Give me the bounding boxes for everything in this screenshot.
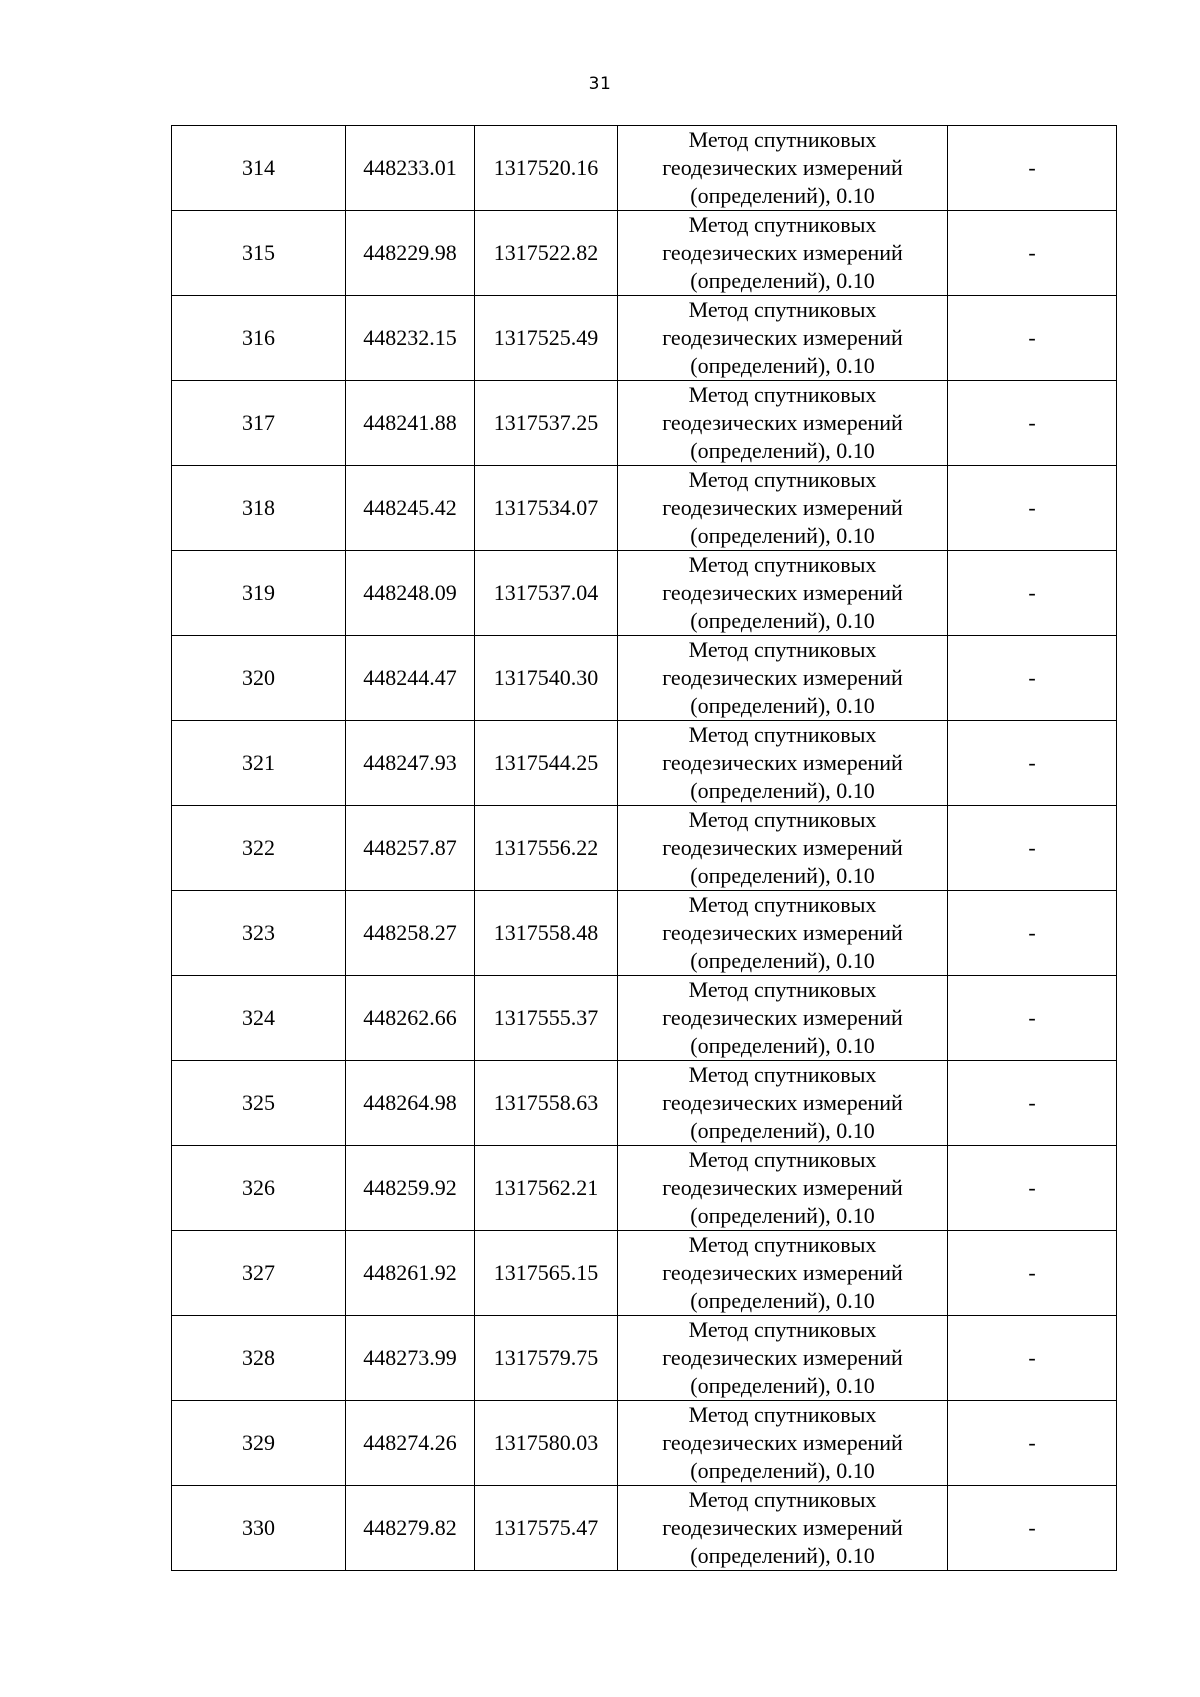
method-line: геодезических измерений [662,325,903,350]
note-cell: - [948,211,1117,296]
method-line: геодезических измерений [662,1430,903,1455]
x-coordinate-cell: 448248.09 [346,551,475,636]
method-line: (определений), 0.10 [690,353,875,378]
method-cell [618,1401,948,1486]
y-coordinate-cell: 1317558.63 [475,1061,618,1146]
method-cell [618,466,948,551]
table-row [172,296,1117,381]
method-cell [618,891,948,976]
x-coordinate-cell: 448262.66 [346,976,475,1061]
method-cell [618,211,948,296]
method-line: Метод спутниковых [688,212,877,237]
y-coordinate-cell: 1317556.22 [475,806,618,891]
table-row [172,1401,1117,1486]
method-line: геодезических измерений [662,155,903,180]
method-line: Метод спутниковых [688,722,877,747]
note-cell: - [948,1486,1117,1571]
x-coordinate-cell: 448247.93 [346,721,475,806]
x-coordinate-cell: 448258.27 [346,891,475,976]
coordinates-table [171,125,1117,1571]
point-number-cell: 314 [172,126,346,211]
table-row [172,891,1117,976]
method-line: (определений), 0.10 [690,523,875,548]
method-line: Метод спутниковых [688,637,877,662]
table-row [172,211,1117,296]
y-coordinate-cell: 1317534.07 [475,466,618,551]
method-line: геодезических измерений [662,495,903,520]
point-number-cell: 320 [172,636,346,721]
note-cell: - [948,636,1117,721]
method-cell [618,1061,948,1146]
method-line: геодезических измерений [662,580,903,605]
coordinates-table-body [172,126,1117,1571]
method-line: (определений), 0.10 [690,608,875,633]
point-number-cell: 322 [172,806,346,891]
method-line: Метод спутниковых [688,1487,877,1512]
note-cell: - [948,296,1117,381]
x-coordinate-cell: 448245.42 [346,466,475,551]
page-number: 31 [588,74,612,94]
table-row [172,976,1117,1061]
method-cell [618,1231,948,1316]
note-cell: - [948,126,1117,211]
method-line: геодезических измерений [662,665,903,690]
point-number-cell: 330 [172,1486,346,1571]
method-line: (определений), 0.10 [690,1543,875,1568]
method-line: геодезических измерений [662,920,903,945]
y-coordinate-cell: 1317525.49 [475,296,618,381]
method-cell [618,381,948,466]
table-row [172,1486,1117,1571]
method-line: (определений), 0.10 [690,778,875,803]
x-coordinate-cell: 448233.01 [346,126,475,211]
table-row [172,636,1117,721]
method-line: Метод спутниковых [688,1147,877,1172]
method-cell [618,721,948,806]
method-line: геодезических измерений [662,750,903,775]
method-line: Метод спутниковых [688,552,877,577]
method-line: Метод спутниковых [688,127,877,152]
x-coordinate-cell: 448259.92 [346,1146,475,1231]
note-cell: - [948,1316,1117,1401]
y-coordinate-cell: 1317537.04 [475,551,618,636]
x-coordinate-cell: 448229.98 [346,211,475,296]
y-coordinate-cell: 1317540.30 [475,636,618,721]
point-number-cell: 319 [172,551,346,636]
x-coordinate-cell: 448244.47 [346,636,475,721]
x-coordinate-cell: 448274.26 [346,1401,475,1486]
method-line: геодезических измерений [662,1345,903,1370]
x-coordinate-cell: 448232.15 [346,296,475,381]
method-line: (определений), 0.10 [690,268,875,293]
method-line: геодезических измерений [662,835,903,860]
table-row [172,721,1117,806]
method-line: Метод спутниковых [688,1062,877,1087]
note-cell: - [948,1401,1117,1486]
method-line: геодезических измерений [662,1515,903,1540]
y-coordinate-cell: 1317520.16 [475,126,618,211]
table-row [172,1146,1117,1231]
method-line: (определений), 0.10 [690,693,875,718]
x-coordinate-cell: 448264.98 [346,1061,475,1146]
table-row [172,1231,1117,1316]
note-cell: - [948,1146,1117,1231]
y-coordinate-cell: 1317537.25 [475,381,618,466]
point-number-cell: 326 [172,1146,346,1231]
method-cell [618,1486,948,1571]
point-number-cell: 323 [172,891,346,976]
method-line: Метод спутниковых [688,892,877,917]
method-cell [618,551,948,636]
point-number-cell: 324 [172,976,346,1061]
table-row [172,1316,1117,1401]
method-cell [618,636,948,721]
y-coordinate-cell: 1317555.37 [475,976,618,1061]
note-cell: - [948,466,1117,551]
x-coordinate-cell: 448279.82 [346,1486,475,1571]
method-cell [618,296,948,381]
method-line: геодезических измерений [662,240,903,265]
table-row [172,1061,1117,1146]
y-coordinate-cell: 1317580.03 [475,1401,618,1486]
x-coordinate-cell: 448257.87 [346,806,475,891]
method-line: Метод спутниковых [688,977,877,1002]
method-line: геодезических измерений [662,410,903,435]
note-cell: - [948,806,1117,891]
x-coordinate-cell: 448261.92 [346,1231,475,1316]
method-cell [618,1146,948,1231]
point-number-cell: 329 [172,1401,346,1486]
table-row [172,381,1117,466]
table-row [172,466,1117,551]
method-line: (определений), 0.10 [690,1118,875,1143]
point-number-cell: 321 [172,721,346,806]
table-row [172,806,1117,891]
note-cell: - [948,1061,1117,1146]
method-cell [618,976,948,1061]
method-line: Метод спутниковых [688,1317,877,1342]
method-cell [618,1316,948,1401]
y-coordinate-cell: 1317575.47 [475,1486,618,1571]
method-line: Метод спутниковых [688,1232,877,1257]
y-coordinate-cell: 1317558.48 [475,891,618,976]
note-cell: - [948,891,1117,976]
method-line: Метод спутниковых [688,807,877,832]
note-cell: - [948,976,1117,1061]
method-line: (определений), 0.10 [690,948,875,973]
method-line: (определений), 0.10 [690,1373,875,1398]
point-number-cell: 325 [172,1061,346,1146]
note-cell: - [948,381,1117,466]
method-line: Метод спутниковых [688,1402,877,1427]
table-row [172,126,1117,211]
note-cell: - [948,1231,1117,1316]
method-line: Метод спутниковых [688,467,877,492]
point-number-cell: 318 [172,466,346,551]
method-line: Метод спутниковых [688,297,877,322]
point-number-cell: 315 [172,211,346,296]
method-line: геодезических измерений [662,1005,903,1030]
point-number-cell: 316 [172,296,346,381]
method-line: (определений), 0.10 [690,1288,875,1313]
y-coordinate-cell: 1317579.75 [475,1316,618,1401]
note-cell: - [948,721,1117,806]
method-cell [618,126,948,211]
method-line: (определений), 0.10 [690,183,875,208]
method-cell [618,806,948,891]
method-line: геодезических измерений [662,1260,903,1285]
y-coordinate-cell: 1317544.25 [475,721,618,806]
method-line: (определений), 0.10 [690,1458,875,1483]
point-number-cell: 317 [172,381,346,466]
y-coordinate-cell: 1317565.15 [475,1231,618,1316]
method-line: геодезических измерений [662,1175,903,1200]
method-line: геодезических измерений [662,1090,903,1115]
method-line: Метод спутниковых [688,382,877,407]
y-coordinate-cell: 1317562.21 [475,1146,618,1231]
method-line: (определений), 0.10 [690,863,875,888]
point-number-cell: 328 [172,1316,346,1401]
method-line: (определений), 0.10 [690,1033,875,1058]
x-coordinate-cell: 448273.99 [346,1316,475,1401]
table-row [172,551,1117,636]
x-coordinate-cell: 448241.88 [346,381,475,466]
note-cell: - [948,551,1117,636]
method-line: (определений), 0.10 [690,438,875,463]
method-line: (определений), 0.10 [690,1203,875,1228]
y-coordinate-cell: 1317522.82 [475,211,618,296]
point-number-cell: 327 [172,1231,346,1316]
